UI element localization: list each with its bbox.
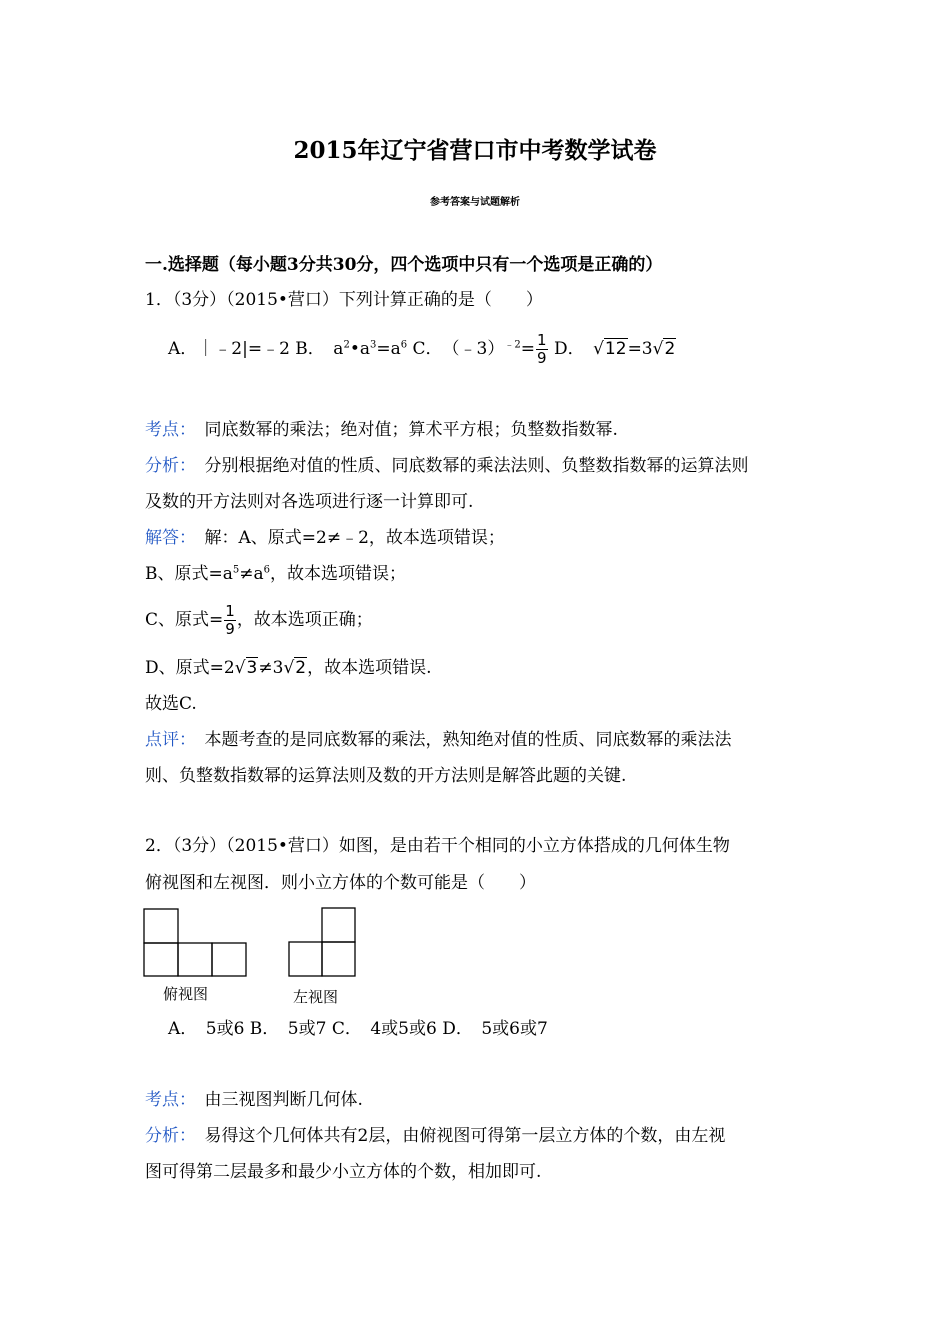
- page-subtitle: 参考答案与试题解析: [430, 197, 520, 208]
- left-view-cell: [289, 942, 322, 976]
- q1-option-a: A．｜﹣2|=﹣2: [168, 339, 290, 359]
- top-view-figure: [142, 906, 252, 978]
- left-view-label: 左视图: [293, 988, 339, 1006]
- q1-jieda-c: C、原式= $\frac{1}{9}$ ，故本选项正确；: [145, 602, 373, 638]
- q1-jieda-1: 解答： 解：A、原式=2≠﹣2，故本选项错误；: [145, 528, 505, 548]
- page-title: 2015年辽宁省营口市中考数学试卷: [293, 137, 657, 164]
- q1-stem: 1．（3分）（2015•营口）下列计算正确的是（ ）: [145, 290, 543, 310]
- section-heading: 一.选择题（每小题3分共30分，四个选项中只有一个选项是正确的）: [145, 255, 663, 275]
- q2-stem-1: 2．（3分）（2015•营口）如图，是由若干个相同的小立方体搭成的几何体生物: [145, 836, 730, 856]
- top-view-cell: [212, 943, 246, 976]
- q1-kaodian: 考点： 同底数幂的乘法；绝对值；算术平方根；负整数指数幂.: [145, 420, 618, 440]
- q1-option-d: D． √12=3√2: [553, 339, 676, 359]
- q2-fenxi-2: 图可得第二层最多和最少小立方体的个数，相加即可.: [145, 1162, 542, 1182]
- q1-fenxi-2: 及数的开方法则对各选项进行逐一计算即可.: [145, 492, 474, 512]
- jieda-label: 解答：: [145, 528, 188, 548]
- q2-stem-2: 俯视图和左视图．则小立方体的个数可能是（ ）: [145, 873, 536, 893]
- fenxi-label: 分析：: [145, 456, 188, 476]
- q1-jieda-b: B、原式$=a^5\ne a^6$，故本选项错误；: [145, 564, 407, 584]
- q2-kaodian: 考点： 由三视图判断几何体.: [145, 1090, 363, 1110]
- q1-dianping-2: 则、负整数指数幂的运算法则及数的开方法则是解答此题的关键.: [145, 766, 627, 786]
- q1-options: [168, 333, 676, 366]
- top-view-cell: [144, 909, 178, 943]
- q1-jieda-d: D、原式=2√3≠3√2，故本选项错误.: [145, 658, 432, 678]
- left-view-cell: [322, 942, 355, 976]
- q1-answer: 故选C.: [145, 694, 197, 714]
- q2-options: A． 5或6 B． 5或7 C． 4或5或6 D． 5或6或7: [168, 1019, 548, 1039]
- q1-dianping-1: 点评： 本题考查的是同底数幂的乘法，熟知绝对值的性质、同底数幂的乘法法: [145, 730, 732, 750]
- q1-option-b: B． $a^2•a^3=a^6$: [295, 339, 408, 359]
- left-view-figure: [287, 906, 359, 978]
- q1-option-c: C． （﹣3）$^{﹣2}$= $\frac{1}{9}$: [412, 331, 547, 367]
- left-view-cell: [322, 908, 355, 942]
- kaodian-label: 考点：: [145, 420, 188, 440]
- top-view-cell: [144, 943, 178, 976]
- fenxi-label: 分析：: [145, 1126, 188, 1146]
- top-view-cell: [178, 943, 212, 976]
- dianping-label: 点评：: [145, 730, 188, 750]
- q2-fenxi-1: 分析： 易得这个几何体共有2层，由俯视图可得第一层立方体的个数，由左视: [145, 1126, 726, 1146]
- top-view-label: 俯视图: [163, 985, 209, 1003]
- kaodian-label: 考点：: [145, 1090, 188, 1110]
- q1-fenxi-1: 分析： 分别根据绝对值的性质、同底数幂的乘法法则、负整数指数幂的运算法则: [145, 456, 749, 476]
